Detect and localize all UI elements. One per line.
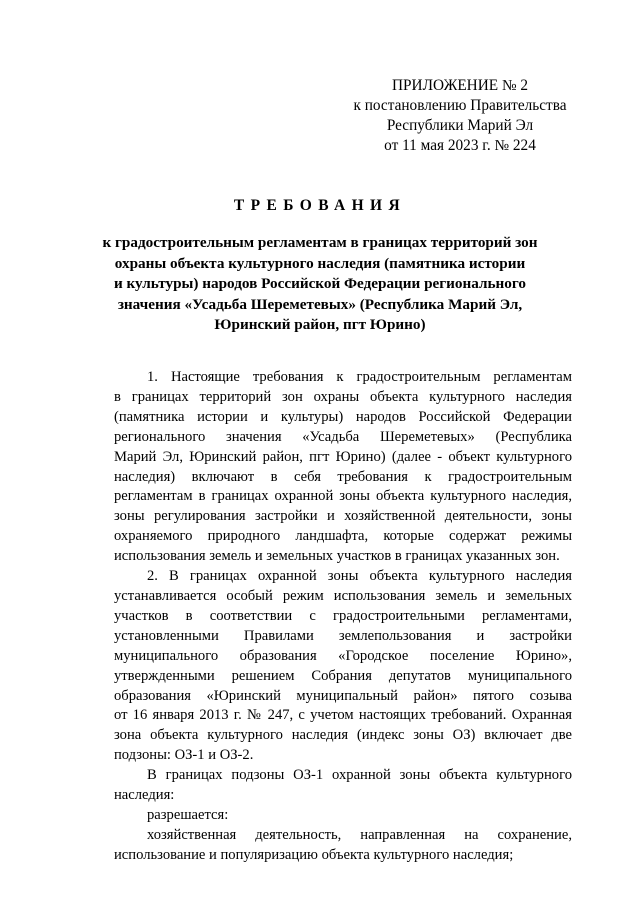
body-line: (памятника истории и культуры) народов Российской Федерации [114,408,572,425]
body-line: регламентам в границах охранной зоны объекта культурного наследия, [114,488,572,505]
subtitle-line: к градостроительным регламентам в границах территорий зон [102,234,538,251]
subtitle-line: значения «Усадьба Шереметевых» (Республика Марий Эл, [117,295,523,313]
appendix-republic: Республики Марий Эл [386,117,534,134]
paragraph-allowed-heading: разрешается: [147,806,229,823]
appendix-number: ПРИЛОЖЕНИЕ № 2 [391,77,529,94]
subtitle-line: охраны объекта культурного наследия (памятника истории [114,254,526,272]
paragraph-4-start: хозяйственная деятельность, направленная на сохранение, [147,826,572,843]
body-line: подзоны: ОЗ-1 и ОЗ-2. [114,747,254,764]
paragraph-1-start: 1. Настоящие требования к градостроительным регламентам [147,369,572,385]
body-line: от 16 января 2013 г. № 247, с учетом настоящих требований. Охранная [114,707,572,724]
paragraph-2-start: 2. В границах охранной зоны объекта культурного наследия [147,568,572,585]
appendix-resolution-ref: к постановлению Правительства [353,97,567,114]
body-line: зоны регулирования застройки и хозяйственной деятельности, зоны [114,508,572,525]
body-line: использования земель и земельных участков в границах указанных зон. [114,548,560,565]
document-subtitle [80,233,560,336]
body-line: устанавливается особый режим использования земель и земельных [114,587,572,604]
document-title: ТРЕБОВАНИЯ [233,197,407,214]
body-line: охраняемого природного ландшафта, которые содержат режимы [114,528,572,545]
body-line: в границах территорий зон охраны объекта культурного наследия [114,388,572,405]
body-line: образования «Юринский муниципальный район» пятого созыва [114,687,572,704]
document-body [114,368,572,866]
body-line: наследия: [114,787,175,804]
body-line: Марий Эл, Юринский район, пгт Юрино) (далее - объект культурного [114,448,572,465]
body-line: наследия) включают в себя требования к градостроительным [114,468,572,485]
paragraph-3-start: В границах подзоны ОЗ-1 охранной зоны объекта культурного [147,767,572,784]
body-line: муниципального образования «Городское поселение Юрино», [114,647,572,664]
body-line: участков в соответствии с градостроительными регламентами, [114,607,572,624]
body-line: зона объекта культурного наследия (индекс зоны ОЗ) включает две [114,727,572,744]
body-line: установленными Правилами землепользования и застройки [114,627,572,644]
body-line: утвержденными решением Собрания депутатов муниципального [114,667,572,684]
body-line: регионального значения «Усадьба Шереметевых» (Республика [114,428,572,445]
body-line: использование и популяризацию объекта культурного наследия; [114,846,514,863]
subtitle-line: и культуры) народов Российской Федерации регионального [113,275,527,293]
subtitle-line: Юринский район, пгт Юрино) [214,316,426,334]
appendix-date: от 11 мая 2023 г. № 224 [384,137,536,154]
appendix-header [340,76,580,156]
